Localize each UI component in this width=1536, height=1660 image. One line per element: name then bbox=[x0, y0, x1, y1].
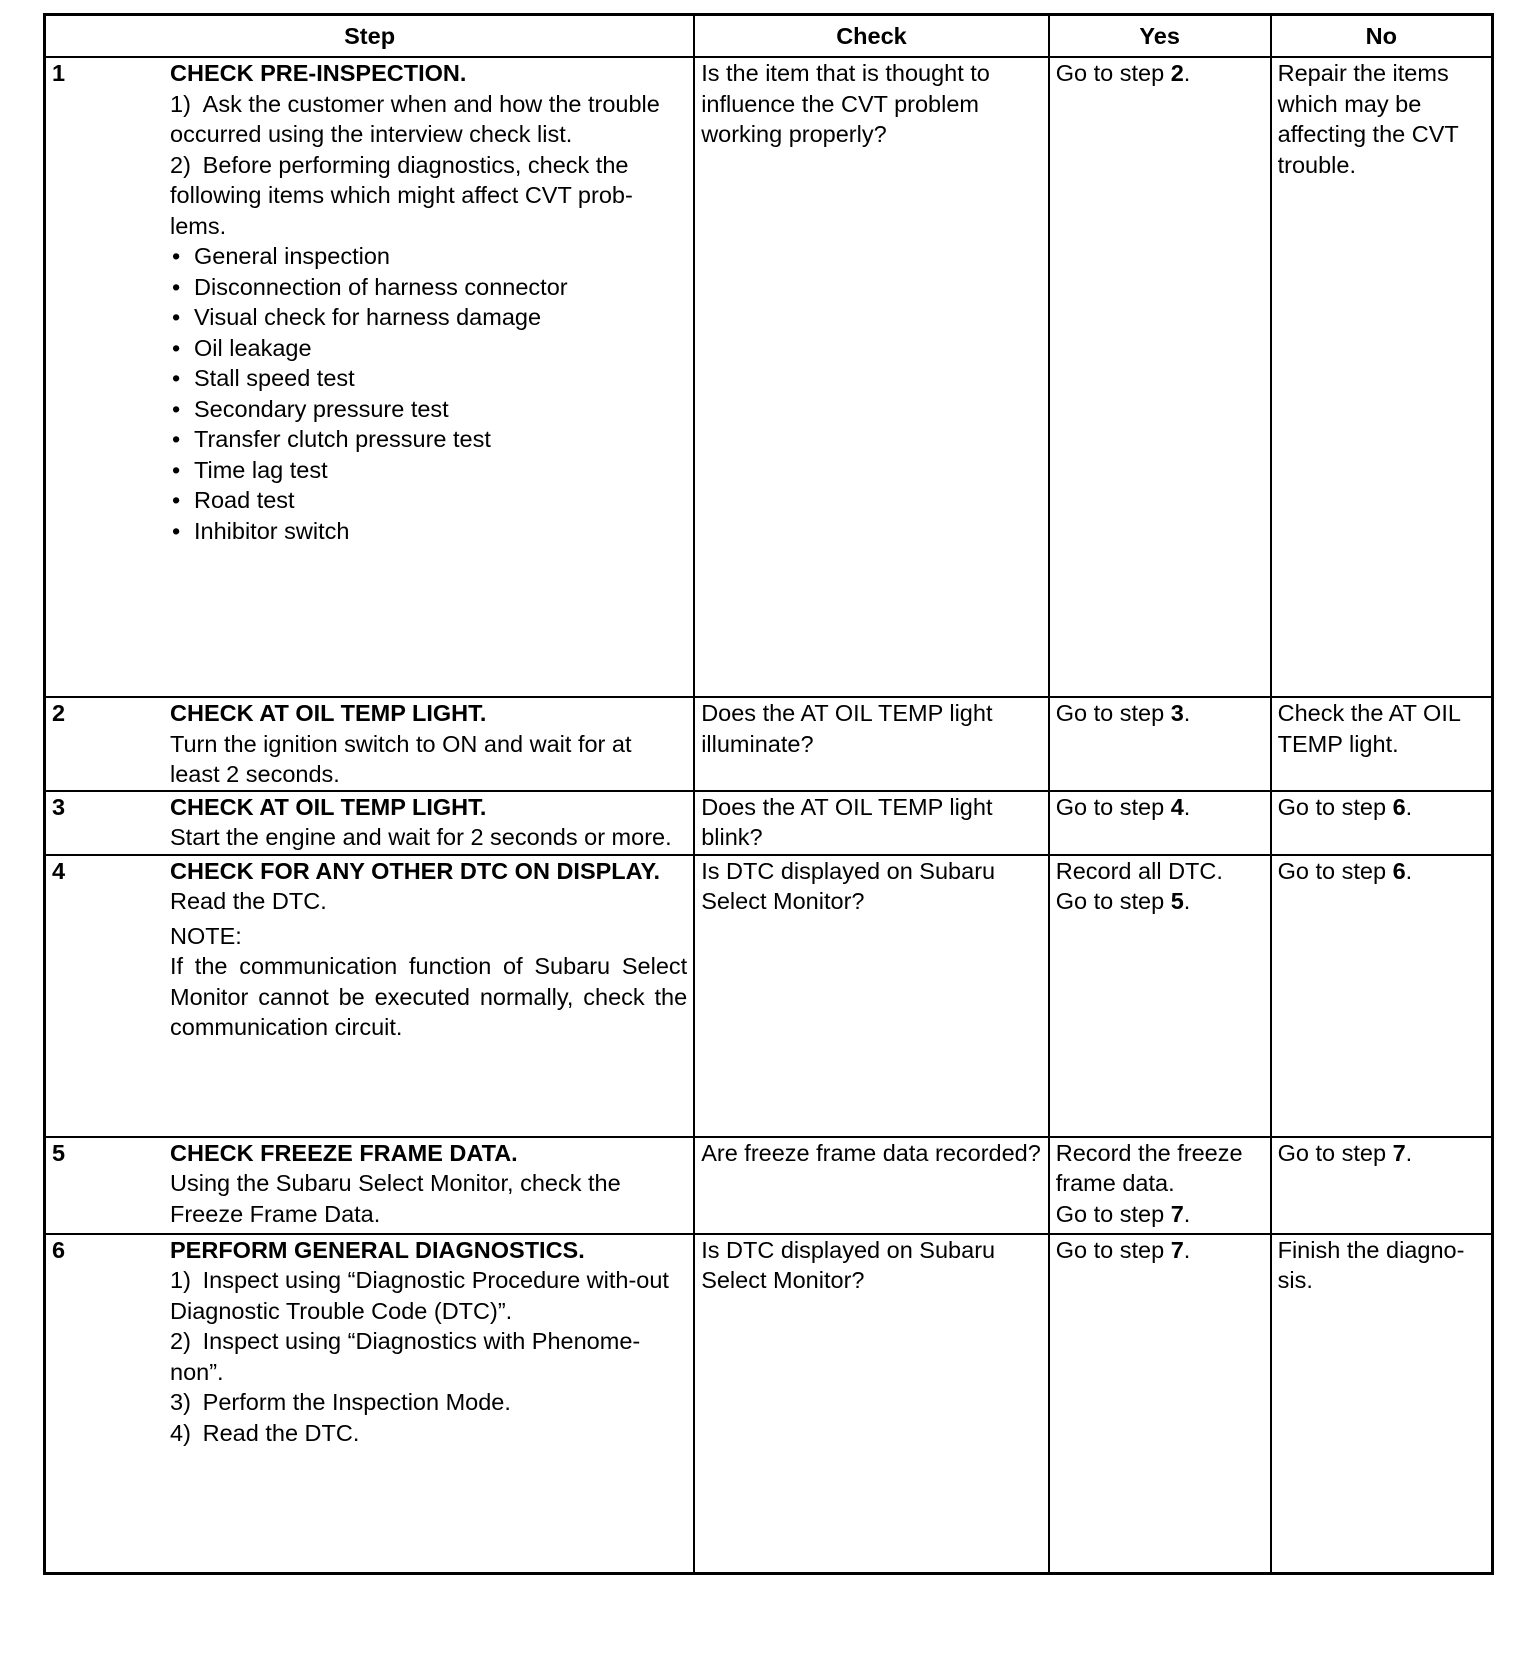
header-no: No bbox=[1271, 15, 1493, 58]
yes-step-ref: 2 bbox=[1170, 60, 1184, 86]
list-item: • Transfer clutch pressure test bbox=[170, 424, 687, 455]
table-row bbox=[45, 1234, 1493, 1574]
step-instruction: 2) Inspect using “Diagnostics with Phenome-non”. bbox=[170, 1328, 641, 1385]
step-number: 5 bbox=[52, 1139, 66, 1166]
no-cell: Go to step 6. bbox=[1271, 855, 1493, 1137]
step-number: 4 bbox=[52, 857, 66, 884]
step-title: CHECK FOR ANY OTHER DTC ON DISPLAY. bbox=[170, 857, 661, 884]
check-cell: Is DTC displayed on Subaru Select Monitor? bbox=[694, 1234, 1049, 1574]
step-instruction: 2) Before performing diagnostics, check the following items which might affect CVT prob-lems. bbox=[170, 151, 633, 239]
step-instruction: 1) Ask the customer when and how the trouble occurred using the interview check list. bbox=[170, 90, 660, 147]
list-item: • Inhibitor switch bbox=[170, 516, 687, 547]
step-title: PERFORM GENERAL DIAGNOSTICS. bbox=[170, 1236, 585, 1263]
yes-step-ref: 5 bbox=[1170, 888, 1184, 914]
yes-text: Go to step bbox=[1055, 700, 1171, 726]
step-title: CHECK FREEZE FRAME DATA. bbox=[170, 1139, 518, 1166]
step-instruction: Using the Subaru Select Monitor, check the Freeze Frame Data. bbox=[170, 1170, 621, 1227]
step-cell bbox=[45, 1234, 695, 1574]
step-title: CHECK AT OIL TEMP LIGHT. bbox=[170, 700, 487, 726]
step-title: CHECK PRE-INSPECTION. bbox=[170, 60, 467, 86]
step-number: 6 bbox=[52, 1236, 66, 1263]
no-text: Go to step bbox=[1277, 793, 1393, 820]
check-cell: Is the item that is thought to influence the CVT problem working properly? bbox=[694, 57, 1049, 697]
yes-step-ref: 4 bbox=[1170, 793, 1184, 820]
yes-cell: Go to step 3. bbox=[1049, 697, 1271, 791]
yes-step-ref: 3 bbox=[1170, 700, 1184, 726]
list-item: • Oil leakage bbox=[170, 333, 687, 364]
yes-record-text: Record the freeze frame data. bbox=[1055, 1139, 1243, 1196]
step-number: 2 bbox=[52, 700, 66, 726]
step-instruction: Start the engine and wait for 2 seconds or more. bbox=[170, 824, 672, 850]
header-check: Check bbox=[694, 15, 1049, 58]
no-text: Go to step bbox=[1277, 857, 1393, 884]
yes-cell: Go to step 2. bbox=[1049, 57, 1271, 697]
step-instruction: 1) Inspect using “Diagnostic Procedure with-out Diagnostic Trouble Code (DTC)”. bbox=[170, 1267, 669, 1324]
step-cell bbox=[45, 697, 695, 791]
table-row bbox=[45, 57, 1493, 697]
step-instruction: 4) Read the DTC. bbox=[170, 1419, 360, 1446]
yes-step-ref: 7 bbox=[1170, 1236, 1184, 1263]
yes-text: Go to step bbox=[1055, 793, 1171, 820]
header-step: Step bbox=[45, 15, 695, 58]
no-cell: Finish the diagno-sis. bbox=[1271, 1234, 1493, 1574]
header-yes: Yes bbox=[1049, 15, 1271, 58]
step-instruction: Read the DTC. bbox=[170, 888, 327, 914]
step-cell bbox=[45, 791, 695, 855]
yes-record-text: Record all DTC. bbox=[1055, 857, 1223, 884]
list-item: • Disconnection of harness connector bbox=[170, 272, 687, 303]
diagnostic-table bbox=[43, 13, 1494, 1575]
check-cell: Does the AT OIL TEMP light illuminate? bbox=[694, 697, 1049, 791]
step-instruction: Turn the ignition switch to ON and wait for at least 2 seconds. bbox=[170, 730, 632, 787]
list-item: • Visual check for harness damage bbox=[170, 302, 687, 333]
list-item: • Time lag test bbox=[170, 455, 687, 486]
check-cell: Does the AT OIL TEMP light blink? bbox=[694, 791, 1049, 855]
list-item: • Road test bbox=[170, 485, 687, 516]
no-text: Go to step bbox=[1277, 1139, 1393, 1166]
yes-text: Go to step bbox=[1055, 1200, 1171, 1227]
no-cell: Check the AT OIL TEMP light. bbox=[1271, 697, 1493, 791]
yes-text: Go to step bbox=[1055, 888, 1171, 914]
yes-cell: Go to step 7. bbox=[1049, 1234, 1271, 1574]
no-cell: Go to step 7. bbox=[1271, 1137, 1493, 1234]
yes-cell: Go to step 4. bbox=[1049, 791, 1271, 855]
list-item: • General inspection bbox=[170, 241, 687, 272]
no-cell: Repair the items which may be affecting the CVT trouble. bbox=[1271, 57, 1493, 697]
step-cell bbox=[45, 57, 695, 697]
check-cell: Are freeze frame data recorded? bbox=[694, 1137, 1049, 1234]
step-title: CHECK AT OIL TEMP LIGHT. bbox=[170, 793, 487, 820]
yes-text: Go to step bbox=[1055, 1236, 1171, 1263]
yes-step-ref: 7 bbox=[1170, 1200, 1184, 1227]
step-cell bbox=[45, 855, 695, 1137]
no-step-ref: 6 bbox=[1392, 857, 1406, 884]
table-row bbox=[45, 855, 1493, 1137]
no-step-ref: 6 bbox=[1392, 793, 1406, 820]
yes-cell: Record the freeze frame data. Go to step 7. bbox=[1049, 1137, 1271, 1234]
table-row bbox=[45, 1137, 1493, 1234]
table-header-row bbox=[45, 15, 1493, 58]
list-item: • Secondary pressure test bbox=[170, 394, 687, 425]
yes-text: Go to step bbox=[1055, 60, 1171, 86]
step-number: 1 bbox=[52, 60, 66, 86]
step-number: 3 bbox=[52, 793, 66, 820]
table-row bbox=[45, 697, 1493, 791]
step-instruction: 3) Perform the Inspection Mode. bbox=[170, 1389, 511, 1415]
note-label: NOTE: bbox=[170, 922, 242, 949]
table-row bbox=[45, 791, 1493, 855]
list-item: • Stall speed test bbox=[170, 363, 687, 394]
yes-cell: Record all DTC. Go to step 5. bbox=[1049, 855, 1271, 1137]
check-cell: Is DTC displayed on Subaru Select Monitor? bbox=[694, 855, 1049, 1137]
no-step-ref: 7 bbox=[1392, 1139, 1406, 1166]
no-cell: Go to step 6. bbox=[1271, 791, 1493, 855]
note-text: If the communication function of Subaru Select Monitor cannot be executed normally, check the communication circuit. bbox=[170, 953, 688, 1040]
step-cell bbox=[45, 1137, 695, 1234]
